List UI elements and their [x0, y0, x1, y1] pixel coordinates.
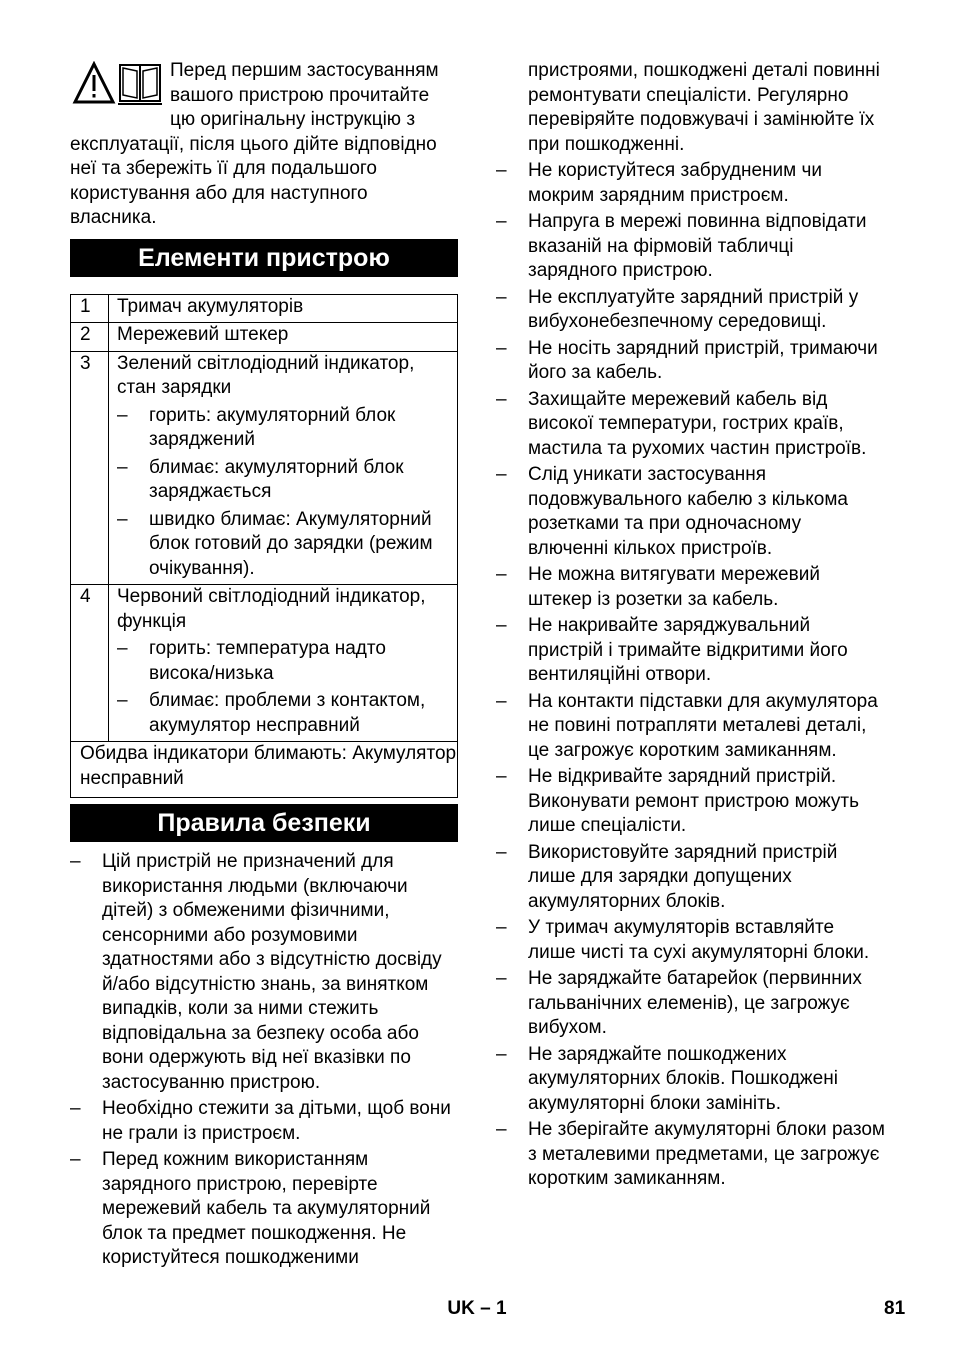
row-label: Мережевий штекер — [117, 324, 289, 345]
safety-list-left — [70, 850, 458, 1271]
list-item: – горить: акумуляторний блок заряджений — [117, 404, 453, 453]
table-row — [71, 351, 458, 585]
list-item: – блимає: проблеми з контактом, акумулятор несправний — [117, 689, 453, 738]
list-item: – Не відкривайте зарядний пристрій. Виконувати ремонт пристрою можуть лише спеціалісти. — [496, 765, 886, 839]
row-description — [109, 323, 458, 352]
row-description — [109, 294, 458, 323]
table-row — [71, 294, 458, 323]
table-row — [71, 585, 458, 742]
list-item: – Не заряджайте пошкоджених акумуляторних блоків. Пошкоджені акумуляторні блоки замініть. — [496, 1043, 886, 1117]
row-number: 2 — [71, 323, 109, 352]
right-column — [496, 59, 886, 1194]
list-item: – Не користуйтеся забрудненим чи мокрим зарядним пристроєм. — [496, 159, 886, 208]
list-item: – Не можна витягувати мережевий штекер із розетки за кабель. — [496, 563, 886, 612]
list-item: – Використовуйте зарядний пристрій лише для зарядки допущених акумуляторних блоків. — [496, 841, 886, 915]
safety-continuation: пристроями, пошкоджені деталі повинні ремонтувати спеціалісти. Регулярно перевіряйте подовжувачі і замінюйте їх при пошкодженні. — [528, 60, 880, 155]
row-label: Червоний світлодіодний індикатор, функція — [117, 586, 426, 632]
list-item: – Напруга в мережі повинна відповідати вказаній на фірмовій табличці зарядного пристрою. — [496, 210, 886, 284]
page-number: 81 — [884, 1298, 906, 1319]
intro-block — [70, 59, 458, 231]
list-item: – Не заряджайте батарейок (первинних гальванічних елеменів), це загрожує вибухом. — [496, 967, 886, 1041]
list-item: – Перед кожним використанням зарядного пристрою, перевірте мережевий кабель та акумуляторний блок та предмет пошкодження. Не користуйтеся пошкодженими — [70, 1148, 458, 1271]
list-item: – Не експлуатуйте зарядний пристрій у вибухонебезпечному середовищі. — [496, 286, 886, 335]
safety-list-right — [496, 159, 886, 1192]
row-description — [109, 585, 458, 742]
row-label: Зелений світлодіодний індикатор, стан зарядки — [117, 352, 415, 398]
intro-text: Перед першим застосуванням вашого пристрою прочитайте цю оригінальну інструкцію з експлуатації, після цього дійте відповідно неї та збережіть її для подальшого користування або для наступного власника. — [70, 60, 439, 228]
list-item: – Цій пристрій не призначений для використання людьми (включаючи дітей) з обмеженими фізичними, сенсорними або розумовими здатностями або з відсутністю досвіду й/або відсутністю знань, за винятком випадків, коли за ними стежить відповідальна за безпеку особа або вони одержують від неї вказівки по застосуванню пристрою. — [70, 850, 458, 1095]
list-item: – блимає: акумуляторний блок заряджається — [117, 456, 453, 505]
manual-book-icon — [118, 65, 162, 104]
row-number: 4 — [71, 585, 109, 742]
row-label: Тримач акумуляторів — [117, 295, 304, 317]
table-footer-note: Обидва індикатори блимають: Акумулятор несправний — [71, 742, 458, 798]
row-description — [109, 351, 458, 585]
row-number: 3 — [71, 351, 109, 585]
list-item: – На контакти підставки для акумулятора не повині потрапляти металеві деталі, це загрожує коротким замиканням. — [496, 690, 886, 764]
elements-heading: Елементи пристрою — [70, 239, 458, 277]
list-item: – горить: температура надто висока/низька — [117, 637, 453, 686]
warning-triangle-icon — [75, 64, 113, 102]
elements-table — [70, 294, 458, 799]
list-item: – Слід уникати застосування подовжувального кабелю з кількома розетками та при одночасному влюченні кількох пристроїв. — [496, 463, 886, 561]
left-column — [70, 59, 458, 1273]
list-item: – Не зберігайте акумуляторні блоки разом з металевими предметами, це загрожує коротким замиканням. — [496, 1118, 886, 1192]
safety-heading: Правила безпеки — [70, 804, 458, 842]
list-item: – Не носіть зарядний пристрій, тримаючи його за кабель. — [496, 337, 886, 386]
footer-section-label: UK – 1 — [447, 1298, 507, 1319]
list-item: – швидко блимає: Акумуляторний блок готовий до зарядки (режим очікування). — [117, 508, 453, 582]
list-item: – Не накривайте заряджувальний пристрій і тримайте відкритими його вентиляційні отвори. — [496, 614, 886, 688]
list-item: – У тримач акумуляторів вставляйте лише чисті та сухі акумуляторні блоки. — [496, 916, 886, 965]
intro-icons — [72, 61, 162, 109]
row-sublist — [117, 637, 453, 738]
list-item: – Захищайте мережевий кабель від високої температури, гострих країв, мастила та рухомих частин пристроїв. — [496, 388, 886, 462]
table-row — [71, 742, 458, 798]
table-row — [71, 323, 458, 352]
row-number: 1 — [71, 294, 109, 323]
list-item: – Необхідно стежити за дітьми, щоб вони не грали із пристроєм. — [70, 1097, 458, 1146]
row-sublist — [117, 404, 453, 582]
